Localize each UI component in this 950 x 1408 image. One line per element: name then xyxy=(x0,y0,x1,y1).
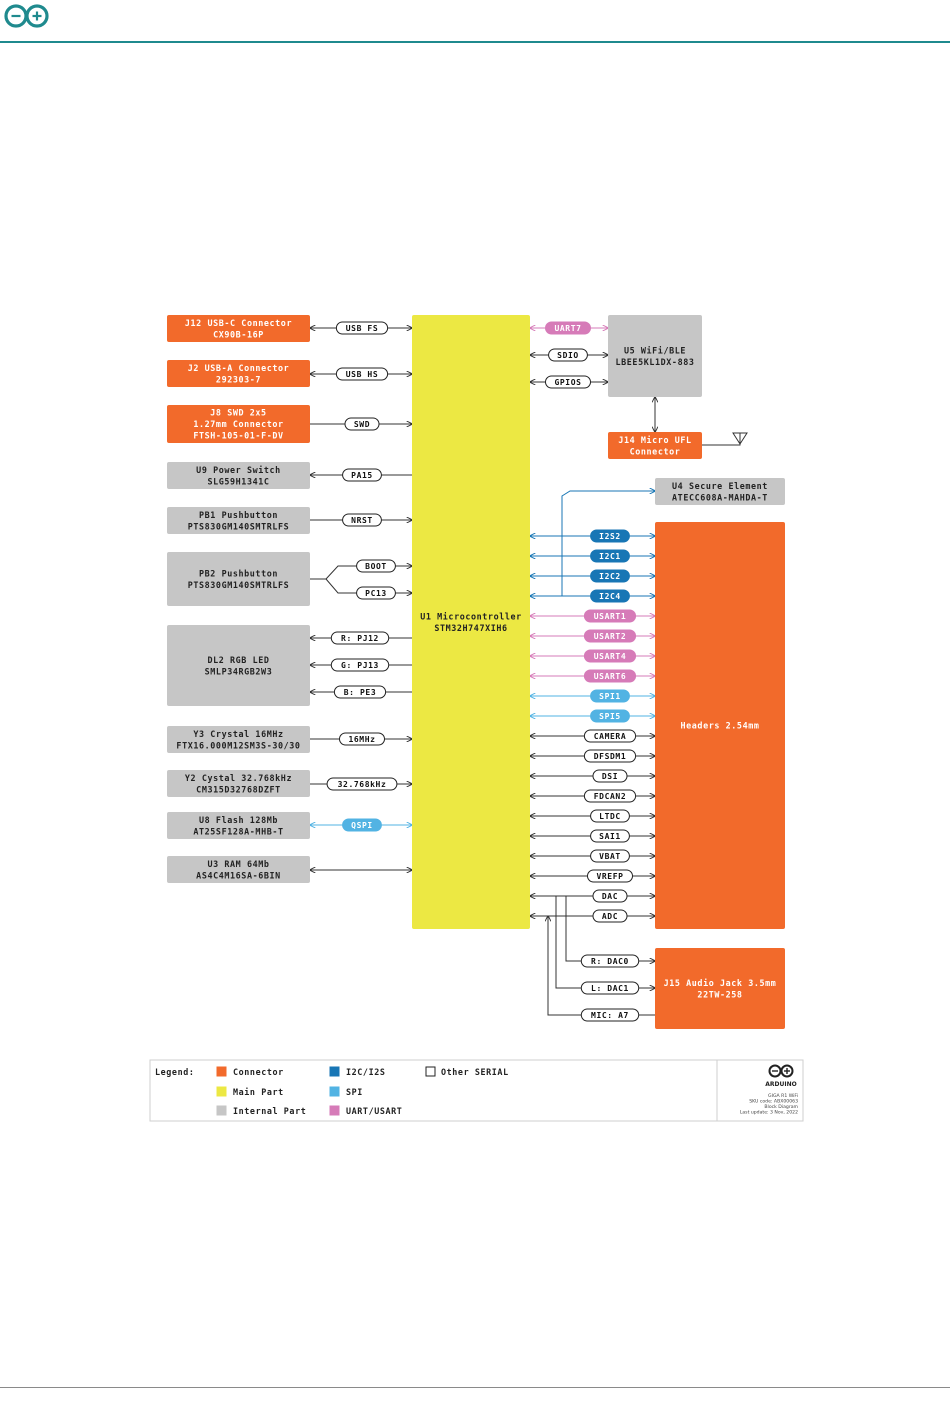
legend-doc-type: Block Diagram xyxy=(764,1105,798,1110)
signal-dac xyxy=(593,890,627,902)
block-j2-label: J2 USB-A Connector xyxy=(187,362,290,373)
block-u3-label: U3 RAM 64Mb xyxy=(207,858,270,869)
block-j8-label: 1.27mm Connector xyxy=(193,419,284,429)
signal-dac-text: DAC xyxy=(601,892,619,901)
block-j15-label: J15 Audio Jack 3.5mm xyxy=(663,977,777,988)
block-j14-label: J14 Micro UFL xyxy=(618,434,692,445)
signal-camera xyxy=(584,730,635,742)
signal-dac1-line xyxy=(530,896,655,988)
block-pb2-label: PB2 Pushbutton xyxy=(199,568,278,579)
block-j2-label: 292303-7 xyxy=(215,374,262,385)
signal-usb-fs-text: USB FS xyxy=(345,324,379,333)
signal-mic-a7-text: MIC: A7 xyxy=(591,1011,629,1020)
block-u3 xyxy=(167,856,310,883)
legend-swatch-internal-part xyxy=(217,1106,226,1115)
block-j12 xyxy=(167,315,310,342)
block-j12-label: J12 USB-C Connector xyxy=(184,317,293,328)
block-y2 xyxy=(167,770,310,797)
signal-r-pj12 xyxy=(331,632,388,644)
legend-connector: Connector xyxy=(233,1067,284,1077)
signal-swd-text: SWD xyxy=(353,420,371,429)
signal-usb-hs xyxy=(336,368,387,380)
block-pb1-label: PB1 Pushbutton xyxy=(199,509,278,520)
block-pb1 xyxy=(167,507,310,534)
signal-gpios xyxy=(546,376,591,388)
signal-gpios-text: GPIOS xyxy=(554,378,582,387)
signal-r-dac0-text: R: DAC0 xyxy=(591,957,629,966)
signal-l-dac1 xyxy=(581,982,638,994)
signal-pa15 xyxy=(343,469,382,481)
signal-vbat xyxy=(591,850,630,862)
legend-swatch-connector xyxy=(217,1067,226,1076)
signal-camera-text: CAMERA xyxy=(593,732,627,741)
signal-usart6-text: USART6 xyxy=(593,672,627,681)
signal-16mhz-text: 16MHz xyxy=(348,735,376,744)
block-y2-label: CM315D32768DZFT xyxy=(196,784,281,795)
signal-usb-fs xyxy=(336,322,387,334)
block-u9-label: U9 Power Switch xyxy=(196,464,281,475)
signal-mic-a7 xyxy=(581,1009,638,1021)
signal-32khz xyxy=(327,778,397,790)
signal-spi5 xyxy=(591,710,630,722)
signal-adc xyxy=(593,910,627,922)
block-u1-label: STM32H747XIH6 xyxy=(434,622,508,633)
block-dl2-label: SMLP34RGB2W3 xyxy=(204,666,273,677)
signal-spi1-text: SPI1 xyxy=(599,692,621,701)
signal-uart7 xyxy=(546,322,591,334)
signal-qspi-text: QSPI xyxy=(351,821,373,830)
legend-other-serial: Other SERIAL xyxy=(441,1067,509,1077)
signal-qspi xyxy=(343,819,382,831)
block-dl2-label: DL2 RGB LED xyxy=(207,654,270,665)
signal-usart1-text: USART1 xyxy=(593,612,627,621)
block-y3-label: FTX16.000M12SM3S-30/30 xyxy=(176,740,301,751)
block-j14-label: Connector xyxy=(629,446,681,457)
signal-swd xyxy=(345,418,379,430)
block-u1-label: U1 Microcontroller xyxy=(420,611,522,622)
block-u5-label: U5 WiFi/BLE xyxy=(623,345,687,356)
block-j8-label: FTSH-105-01-F-DV xyxy=(193,430,284,441)
block-y3-label: Y3 Crystal 16MHz xyxy=(193,728,284,739)
signal-dsi-text: DSI xyxy=(601,772,619,781)
signal-pa15-text: PA15 xyxy=(351,471,373,480)
signal-ltdc xyxy=(591,810,630,822)
signal-adc-text: ADC xyxy=(601,912,619,921)
signal-usart2 xyxy=(584,630,635,642)
block-u3-label: AS4C4M16SA-6BIN xyxy=(196,870,281,881)
block-u9-label: SLG59H1341C xyxy=(207,476,270,487)
block-j15-label: 22TW-258 xyxy=(697,989,743,1000)
signal-dac0-line xyxy=(530,896,655,961)
signal-usb-hs-text: USB HS xyxy=(345,370,379,379)
signal-i2s2 xyxy=(591,530,630,542)
legend-swatch-other-serial xyxy=(426,1067,435,1076)
block-j8 xyxy=(167,405,310,443)
block-u8-label: AT25SF128A-MHB-T xyxy=(193,826,284,837)
block-y2-label: Y2 Cystal 32.768kHz xyxy=(184,772,293,783)
signal-nrst xyxy=(343,514,382,526)
legend-swatch-main-part xyxy=(217,1087,226,1096)
signal-sdio-text: SDIO xyxy=(557,351,579,360)
signal-sai1 xyxy=(591,830,630,842)
signal-i2c1 xyxy=(591,550,630,562)
block-u8-label: U8 Flash 128Mb xyxy=(199,814,278,825)
signal-sai1-text: SAI1 xyxy=(599,832,621,841)
block-u4 xyxy=(655,478,785,505)
signal-i2c1-text: I2C1 xyxy=(599,552,621,561)
signal-dfsdm1 xyxy=(584,750,635,762)
signal-g-pj13-text: G: PJ13 xyxy=(341,661,379,670)
legend-swatch-uart xyxy=(330,1106,339,1115)
block-headers-label: Headers 2.54mm xyxy=(680,720,760,731)
block-j15 xyxy=(655,948,785,1029)
signal-spi1 xyxy=(591,690,630,702)
legend-swatch-spi xyxy=(330,1087,339,1096)
signal-usart4-text: USART4 xyxy=(593,652,627,661)
block-u8 xyxy=(167,812,310,839)
signal-pc13-text: PC13 xyxy=(365,589,387,598)
block-u4-label: U4 Secure Element xyxy=(672,480,768,491)
block-j12-label: CX90B-16P xyxy=(213,329,264,340)
block-u4-label: ATECC608A-MAHDA-T xyxy=(672,492,768,503)
legend-spi: SPI xyxy=(346,1087,363,1097)
signal-i2c2-text: I2C2 xyxy=(599,572,621,581)
signal-b-pe3-text: B: PE3 xyxy=(343,688,377,697)
legend-product: GIGA R1 WiFi xyxy=(768,1094,798,1099)
block-j8-label: J8 SWD 2x5 xyxy=(210,407,267,418)
signal-l-dac1-text: L: DAC1 xyxy=(591,984,629,993)
legend-i2c: I2C/I2S xyxy=(346,1067,386,1077)
signal-vrefp xyxy=(588,870,633,882)
legend-internal-part: Internal Part xyxy=(233,1106,307,1116)
block-u9 xyxy=(167,462,310,489)
signal-i2c4 xyxy=(591,590,630,602)
signal-i2c2 xyxy=(591,570,630,582)
footer-rule xyxy=(0,1387,950,1388)
signal-fdcan2-text: FDCAN2 xyxy=(593,792,627,801)
signal-usart1 xyxy=(584,610,635,622)
legend-uart: UART/USART xyxy=(346,1106,403,1116)
legend xyxy=(150,1060,803,1121)
signal-usart2-text: USART2 xyxy=(593,632,627,641)
block-pb2 xyxy=(167,552,310,606)
block-headers xyxy=(655,522,785,929)
signal-b-pe3 xyxy=(334,686,385,698)
signal-r-pj12-text: R: PJ12 xyxy=(341,634,379,643)
legend-sku: SKU code: ABX00063 xyxy=(749,1099,798,1105)
signal-boot xyxy=(357,560,396,572)
block-y3 xyxy=(167,726,310,753)
signal-boot-text: BOOT xyxy=(365,562,387,571)
signal-i2s2-text: I2S2 xyxy=(599,532,621,541)
signal-vrefp-text: VREFP xyxy=(596,872,624,881)
legend-last-update: Last update: 3 Nov, 2022 xyxy=(739,1110,798,1116)
signal-g-pj13 xyxy=(331,659,388,671)
block-pb2-label: PTS830GM140SMTRLFS xyxy=(187,579,290,590)
signal-dsi xyxy=(593,770,627,782)
signal-dfsdm1-text: DFSDM1 xyxy=(593,752,627,761)
signal-nrst-text: NRST xyxy=(351,516,373,525)
signal-r-dac0 xyxy=(581,955,638,967)
legend-main-part: Main Part xyxy=(233,1087,284,1097)
block-u5 xyxy=(608,315,702,397)
legend-swatch-i2c xyxy=(330,1067,339,1076)
signal-fdcan2 xyxy=(584,790,635,802)
block-j14 xyxy=(608,432,702,459)
legend-brand: ARDUINO xyxy=(765,1081,797,1088)
legend-title: Legend: xyxy=(155,1067,195,1077)
block-u5-label: LBEE5KL1DX-883 xyxy=(615,356,695,367)
block-u1 xyxy=(412,315,530,929)
signal-usart6 xyxy=(584,670,635,682)
block-pb1-label: PTS830GM140SMTRLFS xyxy=(187,521,290,532)
signal-vbat-text: VBAT xyxy=(599,852,621,861)
block-j2 xyxy=(167,360,310,387)
signal-spi5-text: SPI5 xyxy=(599,712,621,721)
signal-pc13 xyxy=(357,587,396,599)
block-dl2 xyxy=(167,625,310,706)
signal-ltdc-text: LTDC xyxy=(599,812,621,821)
signal-16mhz xyxy=(340,733,385,745)
signal-usart4 xyxy=(584,650,635,662)
signal-32khz-text: 32.768kHz xyxy=(337,780,387,789)
signal-uart7-text: UART7 xyxy=(554,324,582,333)
signal-i2c4-text: I2C4 xyxy=(599,592,621,601)
signal-sdio xyxy=(549,349,588,361)
